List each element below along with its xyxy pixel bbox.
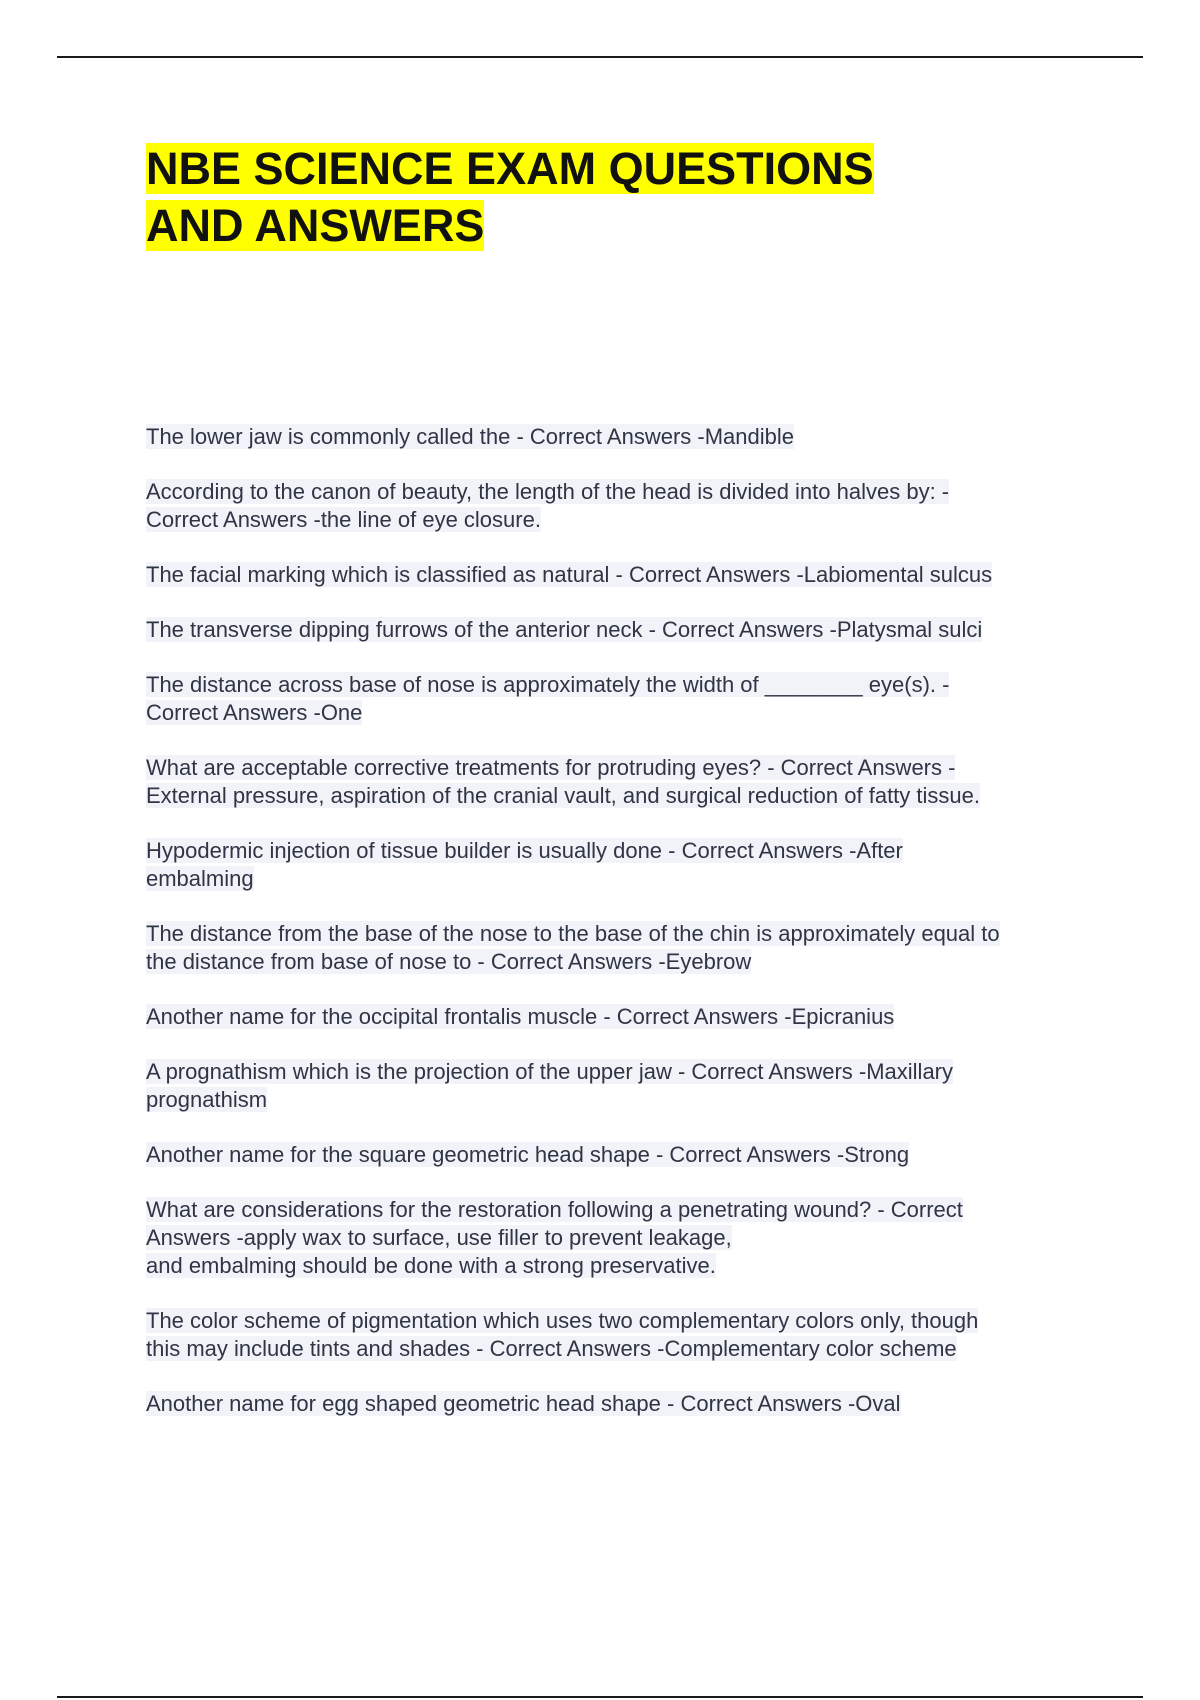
question-answer-item	[146, 1058, 1106, 1114]
question-answer-line	[146, 478, 1106, 506]
question-answer-text: According to the canon of beauty, the length of the head is divided into halves by: -	[146, 479, 950, 504]
question-answer-line	[146, 1196, 1106, 1224]
question-answer-item	[146, 671, 1106, 727]
question-answer-item	[146, 423, 1106, 451]
question-answer-text: Another name for the square geometric head shape - Correct Answers -Strong	[146, 1142, 910, 1167]
question-answer-text: this may include tints and shades - Correct Answers -Complementary color scheme	[146, 1336, 957, 1361]
question-answer-text: Hypodermic injection of tissue builder is usually done - Correct Answers -After	[146, 838, 903, 863]
question-answer-line	[146, 1307, 1106, 1335]
question-answer-line	[146, 865, 1106, 893]
question-answer-item	[146, 616, 1106, 644]
question-answer-text: The facial marking which is classified as natural - Correct Answers -Labiomental sulcus	[146, 562, 993, 587]
question-answer-line	[146, 754, 1106, 782]
question-answer-text: The color scheme of pigmentation which uses two complementary colors only, though	[146, 1308, 979, 1333]
question-answer-text: What are acceptable corrective treatments for protruding eyes? - Correct Answers -	[146, 755, 956, 780]
question-answer-item	[146, 1307, 1106, 1363]
question-answer-text: the distance from base of nose to - Correct Answers -Eyebrow	[146, 949, 752, 974]
question-answer-text: and embalming should be done with a strong preservative.	[146, 1253, 716, 1278]
question-answer-line	[146, 837, 1106, 865]
question-answer-list	[146, 423, 1106, 1445]
question-answer-line	[146, 561, 1106, 589]
question-answer-text: The distance from the base of the nose to the base of the chin is approximately equal to	[146, 921, 1000, 946]
question-answer-text: The distance across base of nose is approximately the width of ________ eye(s). -	[146, 672, 950, 697]
question-answer-text: Another name for the occipital frontalis muscle - Correct Answers -Epicranius	[146, 1004, 895, 1029]
question-answer-item	[146, 920, 1106, 976]
question-answer-line	[146, 1086, 1106, 1114]
question-answer-line	[146, 506, 1106, 534]
question-answer-line	[146, 616, 1106, 644]
question-answer-item	[146, 478, 1106, 534]
question-answer-text: The lower jaw is commonly called the - Correct Answers -Mandible	[146, 424, 795, 449]
question-answer-line	[146, 1141, 1106, 1169]
document-title	[146, 140, 1106, 254]
question-answer-item	[146, 1196, 1106, 1280]
question-answer-line	[146, 948, 1106, 976]
question-answer-line	[146, 782, 1106, 810]
question-answer-line	[146, 1252, 1106, 1280]
question-answer-item	[146, 837, 1106, 893]
question-answer-line	[146, 920, 1106, 948]
question-answer-text: embalming	[146, 866, 254, 891]
question-answer-item	[146, 1141, 1106, 1169]
question-answer-item	[146, 754, 1106, 810]
question-answer-line	[146, 1335, 1106, 1363]
question-answer-item	[146, 1390, 1106, 1418]
question-answer-line	[146, 1390, 1106, 1418]
document-title-line-1: NBE SCIENCE EXAM QUESTIONS	[146, 143, 874, 194]
question-answer-line	[146, 1224, 1106, 1252]
question-answer-text: prognathism	[146, 1087, 268, 1112]
question-answer-text: A prognathism which is the projection of the upper jaw - Correct Answers -Maxillary	[146, 1059, 954, 1084]
footer-rule	[57, 1696, 1143, 1698]
question-answer-line	[146, 671, 1106, 699]
question-answer-text: The transverse dipping furrows of the anterior neck - Correct Answers -Platysmal sulci	[146, 617, 983, 642]
header-rule	[57, 56, 1143, 58]
document-body	[146, 140, 1106, 1416]
question-answer-item	[146, 561, 1106, 589]
question-answer-text: What are considerations for the restoration following a penetrating wound? - Correct	[146, 1197, 963, 1222]
question-answer-text: Another name for egg shaped geometric head shape - Correct Answers -Oval	[146, 1391, 901, 1416]
question-answer-item	[146, 1003, 1106, 1031]
question-answer-line	[146, 1058, 1106, 1086]
question-answer-line	[146, 699, 1106, 727]
question-answer-text: External pressure, aspiration of the cranial vault, and surgical reduction of fatty tissue.	[146, 783, 980, 808]
document-title-line-2: AND ANSWERS	[146, 200, 485, 251]
question-answer-line	[146, 423, 1106, 451]
question-answer-text: Correct Answers -the line of eye closure.	[146, 507, 541, 532]
question-answer-text: Answers -apply wax to surface, use filler to prevent leakage,	[146, 1225, 732, 1250]
question-answer-text: Correct Answers -One	[146, 700, 363, 725]
question-answer-line	[146, 1003, 1106, 1031]
